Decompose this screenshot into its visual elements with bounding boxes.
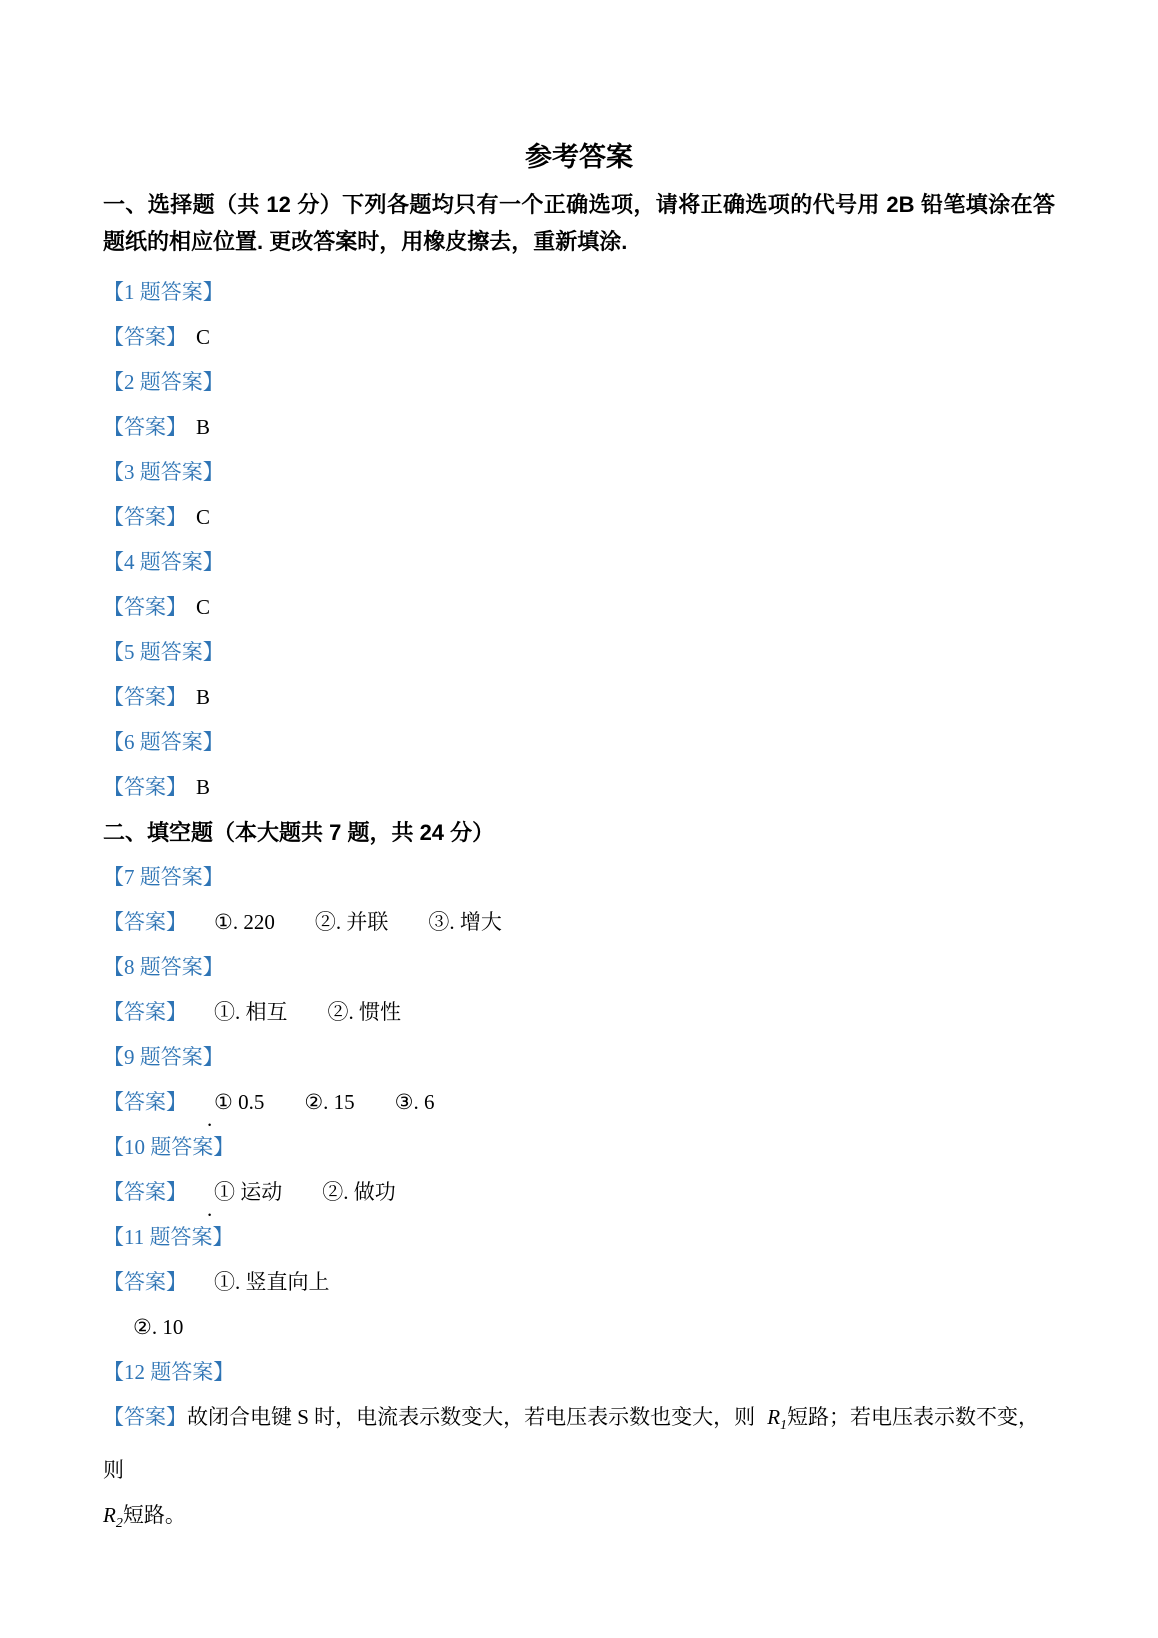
question-label-text: 【6 题答案】 xyxy=(103,730,224,754)
question-3-label xyxy=(103,450,1055,495)
answer-part: ①. 220 xyxy=(214,910,275,934)
answer-part: ① 0.5 xyxy=(214,1090,265,1114)
question-6-answer xyxy=(103,765,1055,810)
answer-label: 【答案】 xyxy=(103,685,187,709)
question-label-text: 【3 题答案】 xyxy=(103,460,224,484)
blank-section-heading: 二、填空题（本大题共 7 题，共 24 分） xyxy=(103,820,495,845)
answer-value: B xyxy=(196,685,211,709)
question-2-label xyxy=(103,360,1055,405)
question-7-answer xyxy=(103,900,1055,945)
question-8-answer xyxy=(103,990,1055,1035)
answer-text: 短路；若电压表示数不变，则 xyxy=(103,1405,1040,1483)
answer-value: C xyxy=(196,325,211,349)
question-6-label xyxy=(103,720,1055,765)
answer-label: 【答案】 xyxy=(103,505,187,529)
question-4-label xyxy=(103,540,1055,585)
question-12-answer-continuation xyxy=(103,1493,1055,1546)
variable-symbol: R xyxy=(767,1405,781,1429)
answer-value: B xyxy=(196,775,211,799)
answer-part: ①. 竖直向上 xyxy=(214,1270,330,1294)
variable-r1 xyxy=(767,1405,788,1434)
page-title: 参考答案 xyxy=(525,142,633,172)
question-label-text: 【9 题答案】 xyxy=(103,1045,224,1069)
question-label-text: 【2 题答案】 xyxy=(103,370,224,394)
question-1-label xyxy=(103,270,1055,315)
answer-text: 短路。 xyxy=(122,1503,186,1528)
answer-value: C xyxy=(196,595,211,619)
question-9-answer xyxy=(103,1080,1055,1131)
question-1-answer xyxy=(103,315,1055,360)
question-label-text: 【10 题答案】 xyxy=(103,1135,235,1159)
variable-subscript: 2 xyxy=(115,1516,123,1532)
answer-part: ②. 做功 xyxy=(322,1180,396,1204)
choice-section-heading: 一、选择题（共 12 分）下列各题均只有一个正确选项，请将正确选项的代号用 2B 铅笔填涂在答题纸的相应位置. 更改答案时，用橡皮擦去，重新填涂. xyxy=(103,192,1055,254)
question-4-answer xyxy=(103,585,1055,630)
question-12-label xyxy=(103,1350,1055,1395)
answer-label: 【答案】 xyxy=(103,1270,187,1294)
answer-part: ① 运动 xyxy=(214,1180,283,1204)
answer-part: ③. 6 xyxy=(394,1090,435,1114)
question-5-label xyxy=(103,630,1055,675)
question-label-text: 【12 题答案】 xyxy=(103,1360,235,1384)
answer-label: 【答案】 xyxy=(103,595,187,619)
variable-symbol: R xyxy=(103,1503,116,1528)
answer-label: 【答案】 xyxy=(103,1000,187,1024)
question-10-answer xyxy=(103,1170,1055,1221)
question-label-text: 【7 题答案】 xyxy=(103,865,224,889)
answer-label: 【答案】 xyxy=(103,775,187,799)
answer-part: ①. 相互 xyxy=(214,1000,288,1024)
question-8-label xyxy=(103,945,1055,990)
stray-period: . xyxy=(207,1107,213,1131)
question-7-label xyxy=(103,855,1055,900)
answer-label: 【答案】 xyxy=(103,910,187,934)
question-label-text: 【1 题答案】 xyxy=(103,280,224,304)
question-label-text: 【8 题答案】 xyxy=(103,955,224,979)
answer-part: ②. 15 xyxy=(304,1090,355,1114)
question-12-answer xyxy=(103,1395,1055,1493)
answer-part: ②. 10 xyxy=(133,1315,184,1339)
question-label-text: 【5 题答案】 xyxy=(103,640,224,664)
question-10-label xyxy=(103,1125,1055,1170)
answer-label: 【答案】 xyxy=(103,325,187,349)
question-9-label xyxy=(103,1035,1055,1080)
question-5-answer xyxy=(103,675,1055,720)
answer-label: 【答案】 xyxy=(103,1180,187,1204)
variable-r2 xyxy=(103,1503,123,1532)
question-label-text: 【11 题答案】 xyxy=(103,1225,234,1249)
answer-part: ②. 并联 xyxy=(314,910,389,934)
question-label-text: 【4 题答案】 xyxy=(103,550,224,574)
variable-subscript: 1 xyxy=(780,1418,788,1434)
answer-label: 【答案】 xyxy=(103,415,187,439)
question-2-answer xyxy=(103,405,1055,450)
answer-part: ③. 增大 xyxy=(428,910,502,934)
answer-part: ②. 惯性 xyxy=(327,1000,401,1024)
question-3-answer xyxy=(103,495,1055,540)
question-11-answer xyxy=(103,1260,1055,1305)
stray-period: . xyxy=(207,1197,213,1221)
answer-value: B xyxy=(196,415,211,439)
answer-label: 【答案】 xyxy=(103,1405,187,1429)
answer-text: 故闭合电键 S 时，电流表示数变大，若电压表示数也变大，则 xyxy=(187,1405,756,1429)
question-11-answer-continuation xyxy=(103,1305,1055,1350)
answer-label: 【答案】 xyxy=(103,1090,187,1114)
answer-value: C xyxy=(196,505,211,529)
question-11-label xyxy=(103,1215,1055,1260)
